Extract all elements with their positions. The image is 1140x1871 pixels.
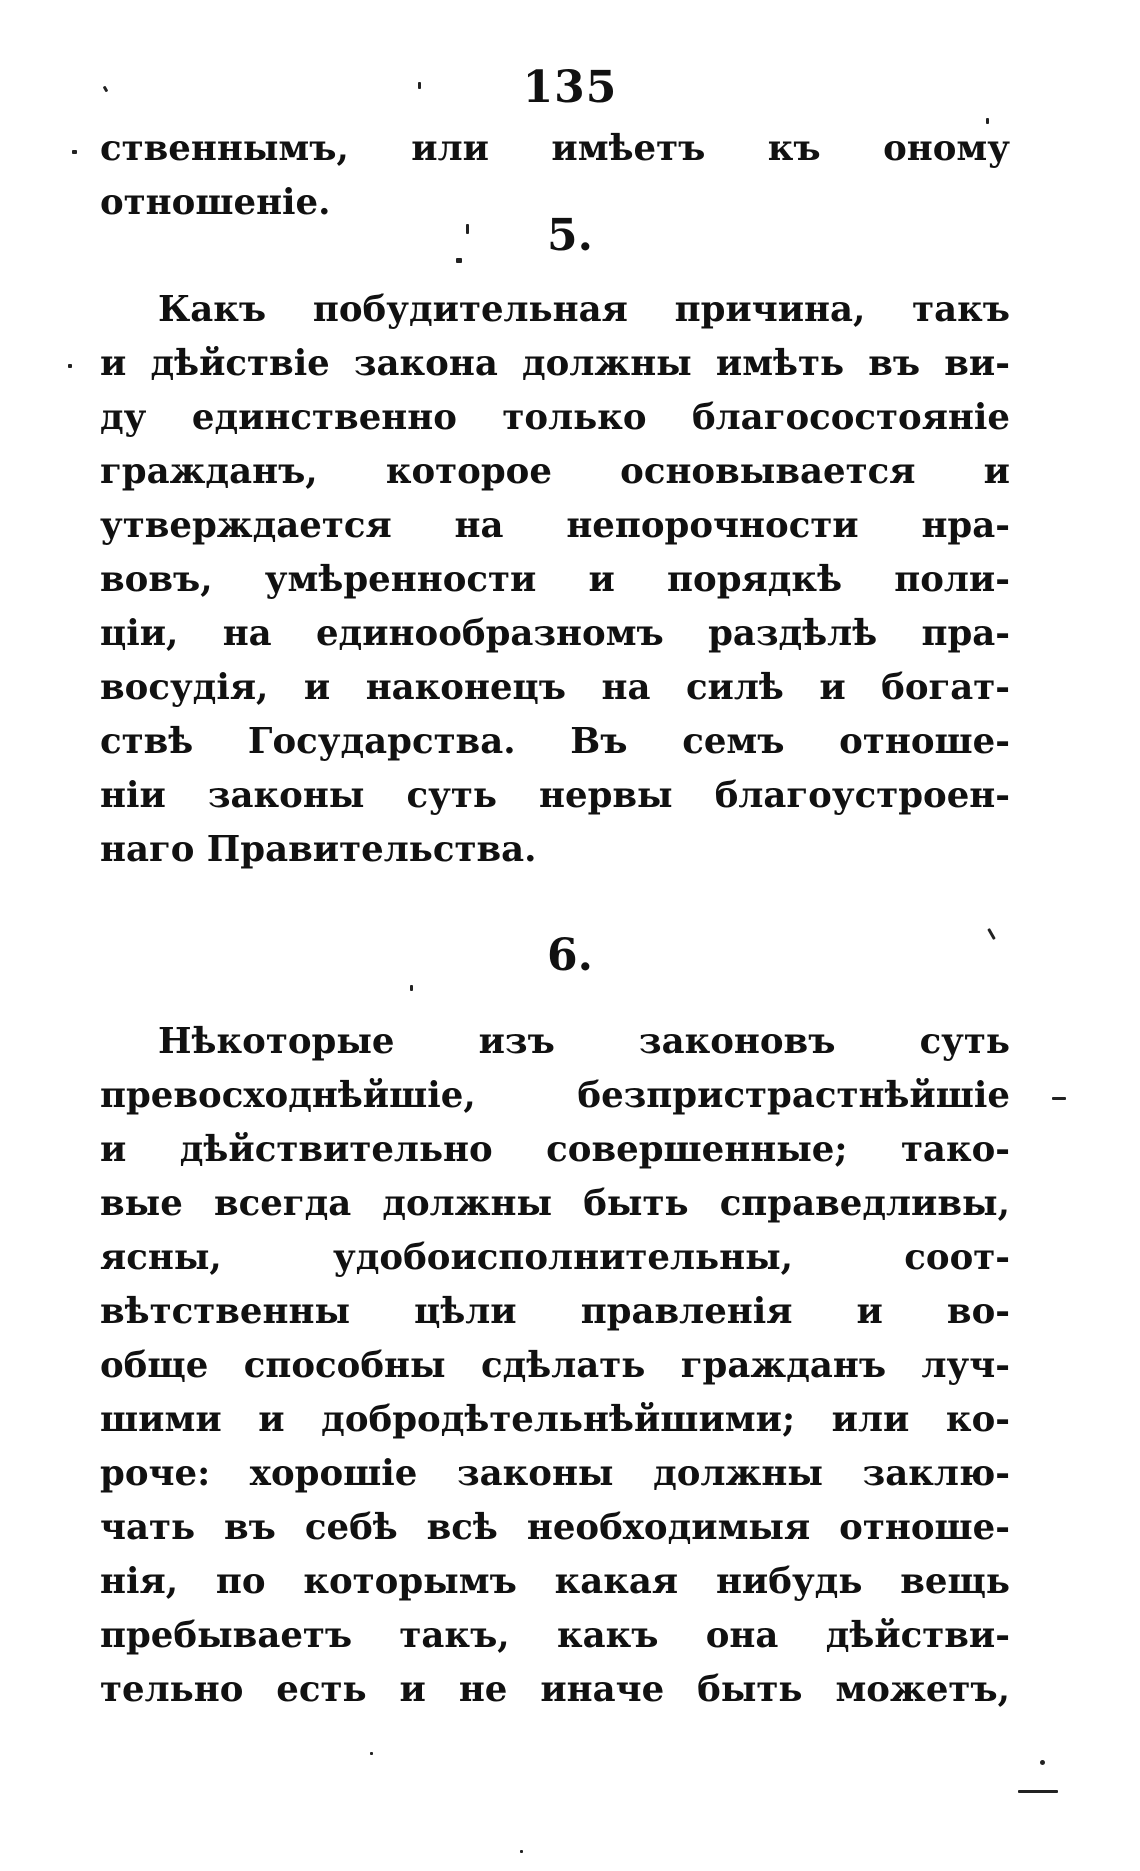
paragraph-line: чать въ себѣ всѣ необходимыя отноше- xyxy=(100,1507,1010,1548)
paragraph-line: наго Правительства. xyxy=(100,829,537,870)
paragraph-line: роче: хорошіе законы должны заклю- xyxy=(100,1453,1010,1494)
paragraph-line: и дѣйствительно совершенные; тако- xyxy=(100,1129,1010,1170)
section-number-5: 5. xyxy=(547,210,593,261)
paragraph-line: обще способны сдѣлать гражданъ луч- xyxy=(100,1345,1010,1386)
paragraph-line: утверждается на непорочности нра- xyxy=(100,505,1010,546)
paragraph-line: вые всегда должны быть справедливы, xyxy=(100,1183,1010,1224)
scan-speck xyxy=(1040,1760,1045,1765)
scan-speck xyxy=(410,985,413,991)
paragraph-line: пребываетъ такъ, какъ она дѣйстви- xyxy=(100,1615,1010,1656)
paragraph-line: ясны, удобоисполнительны, соот- xyxy=(100,1237,1010,1278)
paragraph-line: отношеніе. xyxy=(100,182,331,223)
paragraph-line: превосходнѣйшіе, безпристрастнѣйшіе xyxy=(100,1075,1010,1116)
scan-speck xyxy=(466,224,469,234)
scan-speck xyxy=(986,118,989,124)
paragraph-line: гражданъ, которое основывается и xyxy=(100,451,1010,492)
paragraph-line: тельно есть и не иначе быть можетъ, xyxy=(100,1669,1010,1710)
paragraph-line: нія, по которымъ какая нибудь вещь xyxy=(100,1561,1010,1602)
paragraph-line: Какъ побудительная причина, такъ xyxy=(158,289,1010,330)
paragraph-line: восудія, и наконецъ на силѣ и богат- xyxy=(100,667,1010,708)
scan-speck xyxy=(1052,1097,1066,1100)
paragraph-line: ціи, на единообразномъ раздѣлѣ пра- xyxy=(100,613,1010,654)
scan-speck xyxy=(418,82,421,89)
paragraph-line: ніи законы суть нервы благоустроен- xyxy=(100,775,1010,816)
page-number: 135 xyxy=(522,62,618,113)
paragraph-line: вѣтственны цѣли правленія и во- xyxy=(100,1291,1010,1332)
paragraph-line: Нѣкоторые изъ законовъ суть xyxy=(158,1021,1010,1062)
scan-speck xyxy=(370,1752,373,1755)
section-6-paragraph xyxy=(100,1015,1010,1717)
section-number-6: 6. xyxy=(547,930,593,981)
scan-speck xyxy=(456,258,462,263)
scan-speck xyxy=(68,364,72,368)
paragraph-line: ственнымъ, или имѣетъ къ оному xyxy=(100,128,1010,169)
paragraph-line: и дѣйствіе закона должны имѣть въ ви- xyxy=(100,343,1010,384)
paragraph-line: шими и добродѣтельнѣйшими; или ко- xyxy=(100,1399,1010,1440)
scan-speck xyxy=(520,1850,523,1853)
paragraph-line: ду единственно только благосостояніе xyxy=(100,397,1010,438)
scan-speck xyxy=(1018,1790,1058,1793)
paragraph-line: вовъ, умѣренности и порядкѣ поли- xyxy=(100,559,1010,600)
scan-speck xyxy=(72,150,77,154)
paragraph-line: ствѣ Государства. Въ семъ отноше- xyxy=(100,721,1010,762)
section-5-paragraph xyxy=(100,283,1010,877)
